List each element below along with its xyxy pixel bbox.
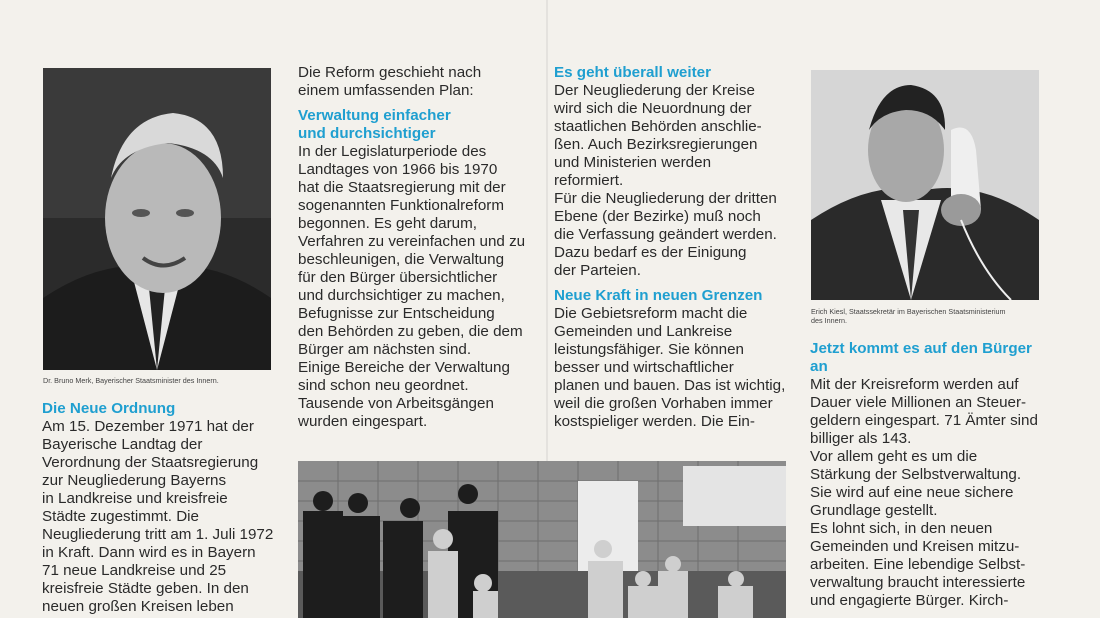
- heading-jetzt-kommt-es: Jetzt kommt es auf den Bürger an: [810, 340, 1032, 375]
- heading-die-neue-ordnung: Die Neue Ordnung: [42, 400, 176, 417]
- portrait-caption-merk: Dr. Bruno Merk, Bayerischer Staatsminister des Innern.: [43, 376, 219, 385]
- body-die-neue-ordnung: Am 15. Dezember 1971 hat der Bayerische Landtag der Verordnung der Staatsregierung zur Neugliederung Bayerns in Landkreise und kreisfreie Städte zugestimmt. Die Neugliederung tritt am 1. Juli 1972 in Kraft. Dann wird es in Bayern 71 neue Landkreise und 25 kreisfreie Städte geben. In den neuen großen Kreisen leben: [42, 418, 274, 615]
- body-verwaltung-einfacher: In der Legislaturperiode des Landtages von 1966 bis 1970 hat die Staatsregierung mit der sogenannten Funktionalreform begonnen. Es geht darum, Verfahren zu vereinfachen und zu beschleunigen, die Verwaltung für den Bürger übersichtlicher und durchsichtiger zu machen, Befugnisse zur Entscheidung den Behörden zu geben, die dem Bürger am nächsten sind. Einige Bereiche der Verwaltung sind schon neu geordnet. Tausende von Arbeitsgängen wurden eingespart.: [298, 143, 526, 430]
- column-es-geht-weiter: [554, 64, 794, 431]
- body-jetzt-kommt-es: Mit der Kreisreform werden auf Dauer viele Millionen an Steuer- geldern eingespart. 71 Ämter sind billiger als 143. Vor allem geht es um die Stärkung der Selbstverwaltung. Sie wird auf eine neue sichere Grundlage gestellt. Es lohnt sich, in den neuen Gemeinden und Kreisen mitzu- arbeiten. Eine lebendige Selbst- verwaltung braucht interessierte und engagierte Bürger. Kirch-: [810, 376, 1038, 609]
- column-die-neue-ordnung: [42, 400, 282, 616]
- portrait-photo-merk: [43, 68, 271, 370]
- body-neue-kraft: Die Gebietsreform macht die Gemeinden und Lankreise leistungsfähiger. Sie können besser und wirtschaftlicher planen und bauen. Das ist wichtig, weil die großen Vorhaben immer kostspieliger werden. Die Ein-: [554, 305, 786, 430]
- group-photo-swimming-pool: [298, 461, 786, 618]
- intro-reform-plan: Die Reform geschieht nach einem umfassenden Plan:: [298, 64, 482, 99]
- heading-verwaltung-einfacher: Verwaltung einfacher und durchsichtiger: [298, 107, 451, 142]
- column-buerger: [810, 340, 1050, 610]
- heading-es-geht-ueberall-weiter: Es geht überall weiter: [554, 64, 711, 81]
- column-verwaltung: [298, 64, 538, 431]
- portrait-caption-kiesl: Erich Kiesl, Staatssekretär im Bayerischen Staatsministerium des Innern.: [811, 307, 1006, 325]
- portrait-photo-kiesl: [811, 70, 1039, 300]
- body-es-geht-ueberall-weiter: Der Neugliederung der Kreise wird sich die Neuordnung der staatlichen Behörden anschlie- ßen. Auch Bezirksregierungen und Ministerien werden reformiert. Für die Neugliederung der dritten Ebene (der Bezirke) muß noch die Verfassung geändert werden. Dazu bedarf es der Einigung der Parteien.: [554, 82, 777, 279]
- heading-neue-kraft: Neue Kraft in neuen Grenzen: [554, 287, 763, 304]
